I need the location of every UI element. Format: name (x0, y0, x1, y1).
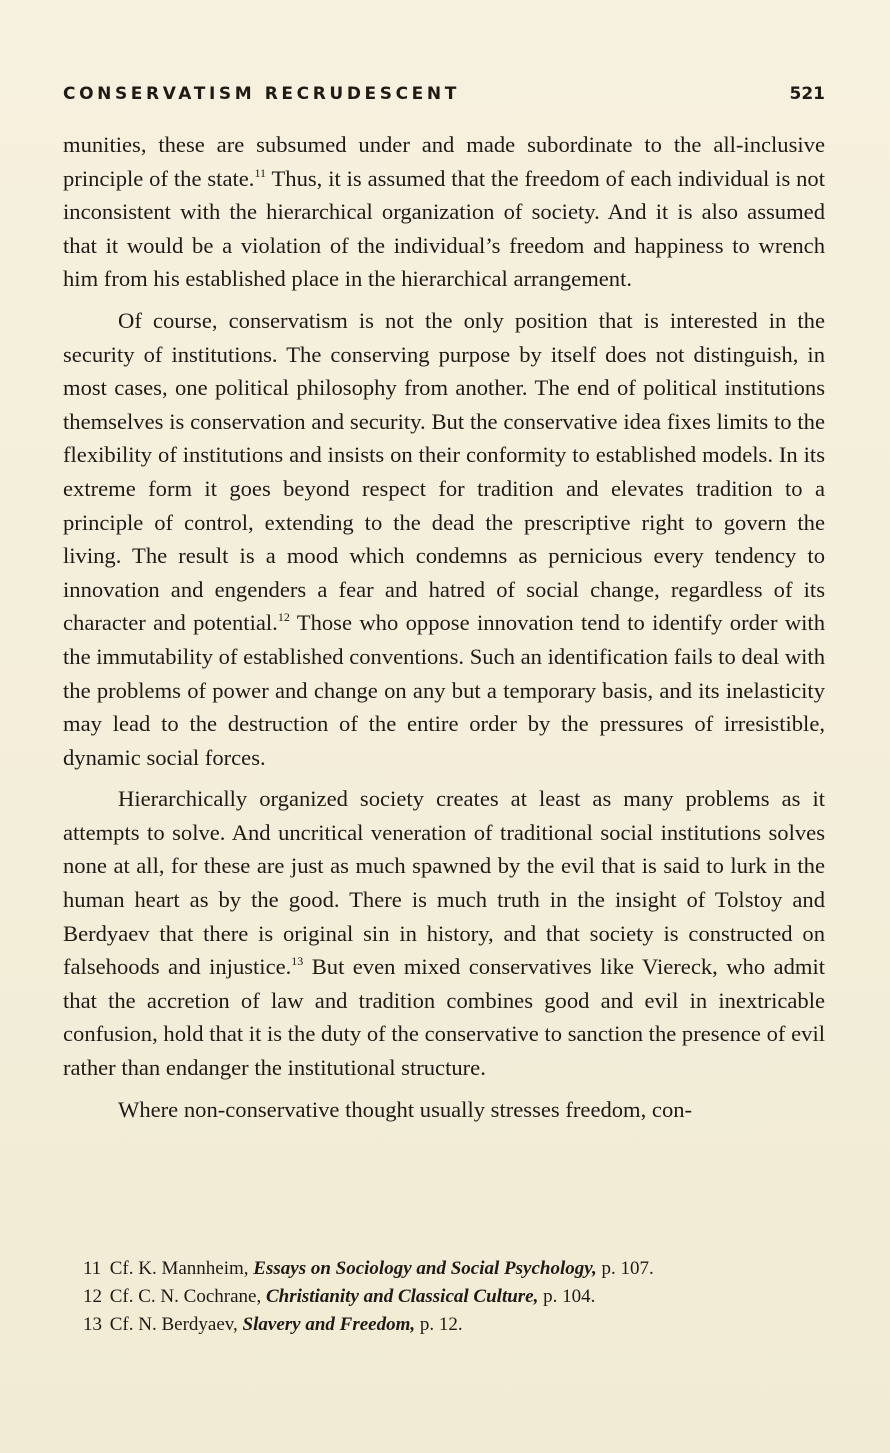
paragraph-2 (63, 304, 825, 774)
footnote-ref-13[interactable]: 13 (291, 954, 304, 969)
footnote-ref-12[interactable]: 12 (277, 610, 290, 625)
text-run: But even mixed conservatives like Viereck, who admit that the accretion of law and tradition combines good and evil in inextricable confusion, hold that it is the duty of the conservative to sanction the presence of evil rather than endanger the institutional structure. (63, 954, 826, 1081)
footnote-ref-11[interactable]: 11 (254, 165, 266, 180)
footnote-number: 13 (83, 1314, 102, 1335)
body-text (63, 128, 825, 1126)
paragraph-4 (63, 1093, 825, 1127)
footnote-prefix: Cf. K. Mannheim, (109, 1258, 254, 1279)
footnote-title: Christianity and Classical Culture, (265, 1286, 539, 1307)
footnote-12 (83, 1283, 825, 1311)
footnote-13 (83, 1311, 825, 1339)
text-run: Where non-conservative thought usually stresses freedom, con- (118, 1096, 693, 1122)
text-run: Thus, it is assumed that the freedom of each individual is not inconsistent with the hierarchical organization of society. And it is also assumed that it would be a violation of the individual’s freedom and happiness to wrench him from his established place in the hierarchical arrangement. (63, 165, 825, 292)
footnote-number: 12 (83, 1286, 102, 1307)
footnotes (83, 1255, 825, 1339)
page-number: 521 (789, 84, 825, 104)
footnote-title: Essays on Sociology and Social Psychology, (253, 1258, 597, 1279)
footnote-prefix: Cf. C. N. Cochrane, (109, 1286, 266, 1307)
text-run: Of course, conservatism is not the only position that is interested in the security of institutions. The conserving purpose by itself does not distinguish, in most cases, one political philosophy from another. The end of political institutions themselves is conservation and security. But the conservative idea fixes limits to the flexibility of institutions and insists on their conformity to established models. In its extreme form it goes beyond respect for tradition and elevates tradition to a principle of control, extending to the dead the prescriptive right to govern the living. The result is a mood which condemns as pernicious every tendency to innovation and engenders a fear and hatred of social change, regardless of its character and potential. (63, 307, 825, 636)
paragraph-1 (63, 128, 825, 296)
footnote-prefix: Cf. N. Berdyaev, (109, 1314, 243, 1335)
footnote-suffix: p. 104. (538, 1286, 596, 1307)
text-run: Those who oppose innovation tend to identify order with the immutability of established conventions. Such an identification fails to deal with the problems of power and change on any but a temporary basis, and its inelasticity may lead to the destruction of the entire order by the pressures of irresistible, dynamic social forces. (63, 610, 825, 770)
footnote-number: 11 (83, 1258, 102, 1279)
paragraph-3 (63, 782, 825, 1084)
text-run: Hierarchically organized society creates at least as many problems as it attempts to solve. And uncritical veneration of traditional social institutions solves none at all, for these are just as much spawned by the evil that is said to lurk in the human heart as by the good. There is much truth in the insight of Tolstoy and Berdyaev that there is original sin in history, and that society is constructed on falsehoods and injustice. (63, 786, 825, 980)
footnote-title: Slavery and Freedom, (242, 1314, 416, 1335)
footnote-11 (83, 1255, 825, 1283)
running-head: CONSERVATISM RECRUDESCENT (63, 84, 460, 104)
footnote-suffix: p. 12. (415, 1314, 463, 1335)
text-run: munities, these are subsumed under and made subordinate to the all-inclusive principle of the state. (63, 132, 825, 191)
page-header (63, 84, 825, 114)
footnote-suffix: p. 107. (596, 1258, 654, 1279)
